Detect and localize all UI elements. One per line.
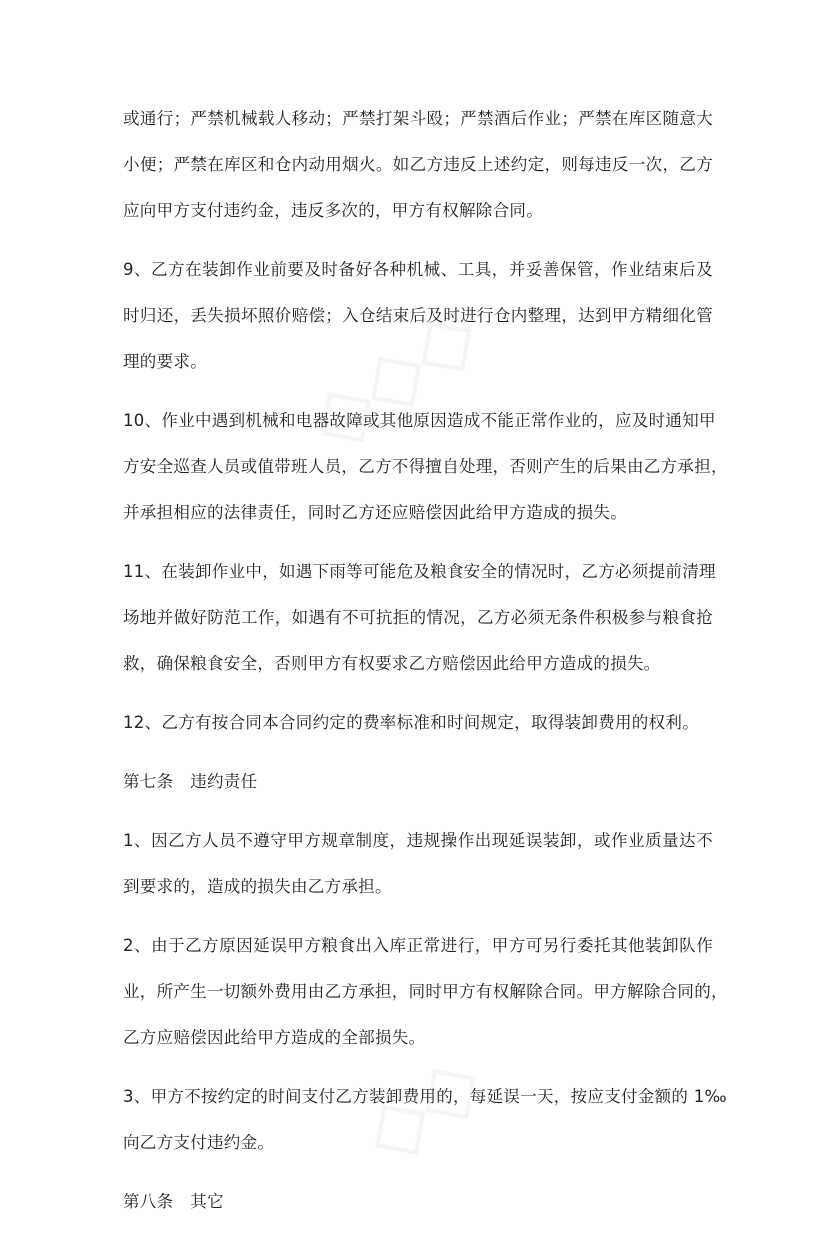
text-line: 小便；严禁在库区和仓内动用烟火。如乙方违反上述约定，则每违反一次，乙方 — [123, 155, 713, 174]
text-line: 11、在装卸作业中，如遇下雨等可能危及粮食安全的情况时，乙方必须提前清理 — [123, 562, 716, 581]
text-line: 并承担相应的法律责任，同时乙方还应赔偿因此给甲方造成的损失。 — [123, 503, 627, 522]
paragraph-clause-10 — [123, 398, 728, 536]
text-line: 场地并做好防范工作，如遇有不可抗拒的情况，乙方必须无条件积极参与粮食抢 — [123, 608, 713, 627]
paragraph-clause-9 — [123, 247, 713, 385]
section-heading-article-8: 第八条 其它 — [123, 1192, 224, 1211]
text-line: 10、作业中遇到机械和电器故障或其他原因造成不能正常作业的，应及时通知甲 — [123, 411, 716, 430]
paragraph-liability-3 — [123, 1074, 727, 1166]
text-line: 1、因乙方人员不遵守甲方规章制度，违规操作出现延误装卸，或作业质量达不 — [123, 831, 713, 850]
text-line: 2、由于乙方原因延误甲方粮食出入库正常进行，甲方可另行委托其他装卸队作 — [123, 936, 713, 955]
paragraph-clause-12 — [123, 700, 713, 746]
text-line: 应向甲方支付违约金，违反多次的，甲方有权解除合同。 — [123, 201, 543, 220]
text-line: 理的要求。 — [123, 352, 207, 371]
paragraph-liability-1 — [123, 818, 713, 910]
paragraph-clause-11 — [123, 549, 716, 687]
text-line: 业，所产生一切额外费用由乙方承担，同时甲方有权解除合同。甲方解除合同的， — [123, 982, 728, 1001]
section-heading-article-7: 第七条 违约责任 — [123, 772, 258, 791]
text-line: 或通行；严禁机械载人移动；严禁打架斗殴；严禁酒后作业；严禁在库区随意大 — [123, 109, 713, 128]
text-line: 乙方应赔偿因此给甲方造成的全部损失。 — [123, 1028, 426, 1047]
paragraph-continuation — [123, 96, 713, 234]
text-line: 12、乙方有按合同本合同约定的费率标准和时间规定，取得装卸费用的权利。 — [123, 713, 699, 732]
document-body — [123, 96, 728, 1238]
text-line: 方安全巡查人员或值带班人员，乙方不得擅自处理，否则产生的后果由乙方承担， — [123, 457, 728, 476]
text-line: 9、乙方在装卸作业前要及时备好各种机械、工具，并妥善保管，作业结束后及 — [123, 260, 713, 279]
text-line: 救，确保粮食安全，否则甲方有权要求乙方赔偿因此给甲方造成的损失。 — [123, 654, 661, 673]
text-line: 时归还，丢失损坏照价赔偿；入仓结束后及时进行仓内整理，达到甲方精细化管 — [123, 306, 713, 325]
text-line: 到要求的，造成的损失由乙方承担。 — [123, 877, 392, 896]
text-line: 3、甲方不按约定的时间支付乙方装卸费用的，每延误一天，按应支付金额的 1‰ — [123, 1087, 727, 1106]
text-line: 向乙方支付违约金。 — [123, 1133, 275, 1152]
paragraph-liability-2 — [123, 923, 728, 1061]
